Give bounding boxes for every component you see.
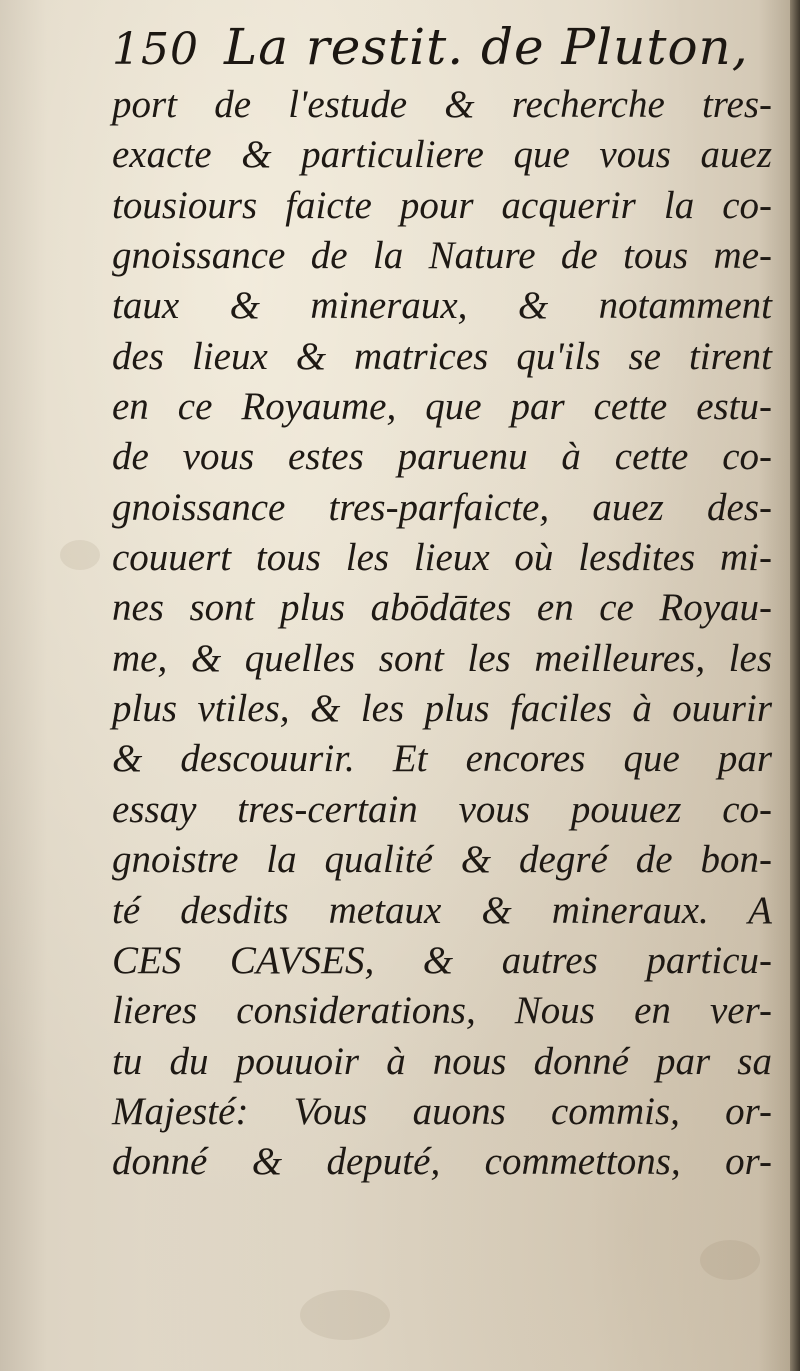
text-line: gnoissance tres-parfaicte, auez des- (112, 485, 772, 529)
text-line: tousiours faicte pour acquerir la co- (112, 183, 772, 227)
body-text (112, 80, 772, 1188)
text-line: exacte & particuliere que vous auez (112, 133, 772, 177)
text-line: & descouurir. Et encores que par (112, 737, 772, 781)
text-line: tu du pouuoir à nous donné par sa (112, 1039, 772, 1083)
running-title: La restit. de Pluton, (224, 18, 749, 76)
text-line: me, & quelles sont les meilleures, les (112, 636, 772, 680)
text-line: plus vtiles, & les plus faciles à ouurir (112, 687, 772, 731)
text-line: en ce Royaume, que par cette estu- (112, 385, 772, 429)
page-edge-shadow (790, 0, 800, 1371)
text-line: gnoissance de la Nature de tous me- (112, 234, 772, 278)
page-header (112, 18, 749, 88)
text-line: nes sont plus abōdātes en ce Royau- (112, 586, 772, 630)
text-line: port de l'estude & recherche tres- (112, 83, 772, 126)
text-line: taux & mineraux, & notamment (112, 284, 772, 328)
text-line: lieres considerations, Nous en ver- (112, 989, 772, 1033)
paper-stain (700, 1240, 760, 1280)
text-line: donné & deputé, commettons, or- (112, 1140, 772, 1184)
text-line: essay tres-certain vous pouuez co- (112, 787, 772, 831)
paper-stain (300, 1290, 390, 1340)
text-line: des lieux & matrices qu'ils se tirent (112, 334, 772, 378)
text-line: té desdits metaux & mineraux. A (112, 888, 772, 932)
text-line: couuert tous les lieux où lesdites mi- (112, 536, 772, 580)
text-line: Majesté: Vous auons commis, or- (112, 1089, 772, 1133)
text-line: gnoistre la qualité & degré de bon- (112, 838, 772, 882)
page-number: 150 (112, 24, 199, 75)
text-line: de vous estes paruenu à cette co- (112, 435, 772, 479)
paper-stain (60, 540, 100, 570)
text-line: CES CAVSES, & autres particu- (112, 938, 772, 982)
